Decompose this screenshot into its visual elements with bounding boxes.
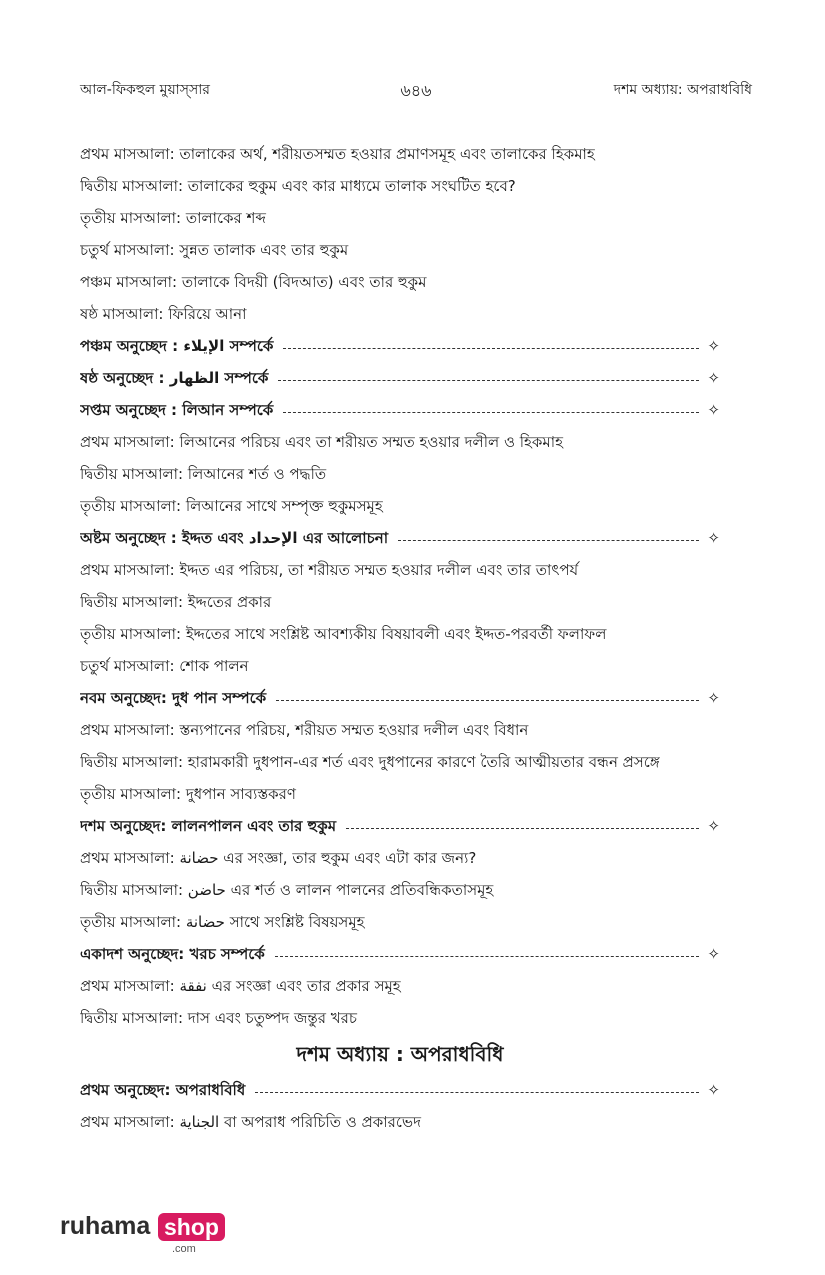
dotted-leader bbox=[276, 700, 699, 701]
toc-entry: তৃতীয় মাসআলা: ইদ্দতের সাথে সংশ্লিষ্ট আবশ্যকীয় বিষয়াবলী এবং ইদ্দত-পরবর্তী ফলাফল bbox=[80, 625, 607, 643]
page-number: ৬৪৬ bbox=[400, 81, 432, 100]
toc-section-heading bbox=[80, 394, 720, 426]
logo-text-shop: shop bbox=[158, 1213, 225, 1241]
dotted-leader bbox=[283, 348, 699, 349]
toc-section-heading bbox=[80, 810, 720, 842]
star-icon: ✧ bbox=[707, 529, 720, 547]
toc-entry: প্রথম মাসআলা: তালাকের অর্থ, শরীয়তসম্মত হওয়ার প্রমাণসমূহ এবং তালাকের হিকমাহ bbox=[80, 145, 595, 163]
heading-text: অষ্টম অনুচ্ছেদ : ইদ্দত এবং الإحداد এর আলোচনা bbox=[80, 529, 389, 547]
toc-section-heading bbox=[80, 522, 720, 554]
chapter-title: দশম অধ্যায় : অপরাধবিধি bbox=[296, 1042, 504, 1066]
toc-entry: চতুর্থ মাসআলা: সুন্নত তালাক এবং তার হুকুম bbox=[80, 241, 349, 259]
toc-section-heading bbox=[80, 330, 720, 362]
toc-entry: তৃতীয় মাসআলা: তালাকের শব্দ bbox=[80, 209, 266, 227]
toc-entry: ষষ্ঠ মাসআলা: ফিরিয়ে আনা bbox=[80, 305, 247, 323]
toc-entry: চতুর্থ মাসআলা: শোক পালন bbox=[80, 657, 249, 675]
dotted-leader bbox=[255, 1092, 699, 1093]
star-icon: ✧ bbox=[707, 1081, 720, 1099]
heading-text: পঞ্চম অনুচ্ছেদ : الإيلاء সম্পর্কে bbox=[80, 337, 274, 355]
table-of-contents bbox=[80, 138, 720, 1138]
heading-text: সপ্তম অনুচ্ছেদ : লিআন সম্পর্কে bbox=[80, 401, 274, 419]
toc-entry: দ্বিতীয় মাসআলা: হারামকারী দুধপান-এর শর্ত এবং দুধপানের কারণে তৈরি আত্মীয়তার বন্ধন প্রসঙ্গে bbox=[80, 753, 660, 771]
toc-section-heading bbox=[80, 362, 720, 394]
dotted-leader bbox=[283, 412, 699, 413]
toc-entry: প্রথম মাসআলা: লিআনের পরিচয় এবং তা শরীয়ত সম্মত হওয়ার দলীল ও হিকমাহ bbox=[80, 433, 563, 451]
book-title: আল-ফিকহুল মুয়াস্সার bbox=[80, 82, 211, 98]
heading-text: একাদশ অনুচ্ছেদ: খরচ সম্পর্কে bbox=[80, 945, 265, 963]
heading-text: নবম অনুচ্ছেদ: দুধ পান সম্পর্কে bbox=[80, 689, 267, 707]
toc-entry: প্রথম মাসআলা: স্তন্যপানের পরিচয়, শরীয়ত সম্মত হওয়ার দলীল এবং বিধান bbox=[80, 721, 529, 739]
logo-text-domain: .com bbox=[172, 1243, 196, 1255]
heading-text: প্রথম অনুচ্ছেদ: অপরাধবিধি bbox=[80, 1081, 246, 1099]
star-icon: ✧ bbox=[707, 817, 720, 835]
star-icon: ✧ bbox=[707, 689, 720, 707]
toc-entry: দ্বিতীয় মাসআলা: দাস এবং চতুষ্পদ জন্তুর খরচ bbox=[80, 1009, 357, 1027]
toc-entry: প্রথম মাসআলা: ইদ্দত এর পরিচয়, তা শরীয়ত সম্মত হওয়ার দলীল এবং তার তাৎপর্য bbox=[80, 561, 579, 579]
dotted-leader bbox=[275, 956, 700, 957]
star-icon: ✧ bbox=[707, 337, 720, 355]
toc-entry: দ্বিতীয় মাসআলা: ইদ্দতের প্রকার bbox=[80, 593, 272, 611]
toc-entry: প্রথম মাসআলা: الجناية বা অপরাধ পরিচিতি ও প্রকারভেদ bbox=[80, 1113, 421, 1131]
toc-entry: প্রথম মাসআলা: نفقة এর সংজ্ঞা এবং তার প্রকার সমূহ bbox=[80, 977, 401, 995]
dotted-leader bbox=[346, 828, 699, 829]
page-header bbox=[80, 78, 752, 100]
star-icon: ✧ bbox=[707, 945, 720, 963]
toc-section-heading bbox=[80, 682, 720, 714]
chapter-running-title: দশম অধ্যায়: অপরাধবিধি bbox=[613, 82, 752, 98]
ruhamashop-logo bbox=[60, 1212, 230, 1262]
toc-section-heading bbox=[80, 938, 720, 970]
toc-entry: তৃতীয় মাসআলা: লিআনের সাথে সম্পৃক্ত হুকুমসমূহ bbox=[80, 497, 383, 515]
dotted-leader bbox=[398, 540, 699, 541]
toc-entry: তৃতীয় মাসআলা: حضانة সাথে সংশ্লিষ্ট বিষয়সমূহ bbox=[80, 913, 365, 931]
star-icon: ✧ bbox=[707, 401, 720, 419]
toc-entry: পঞ্চম মাসআলা: তালাকে বিদয়ী (বিদআত) এবং তার হুকুম bbox=[80, 273, 427, 291]
toc-entry: দ্বিতীয় মাসআলা: حاضن এর শর্ত ও লালন পালনের প্রতিবন্ধিকতাসমূহ bbox=[80, 881, 494, 899]
toc-section-heading bbox=[80, 1074, 720, 1106]
logo-text-ruhama: ruhama bbox=[60, 1212, 151, 1240]
heading-text: ষষ্ঠ অনুচ্ছেদ : الظهار সম্পর্কে bbox=[80, 369, 269, 387]
toc-entry: দ্বিতীয় মাসআলা: লিআনের শর্ত ও পদ্ধতি bbox=[80, 465, 327, 483]
dotted-leader bbox=[278, 380, 699, 381]
star-icon: ✧ bbox=[707, 369, 720, 387]
toc-entry: প্রথম মাসআলা: حضانة এর সংজ্ঞা, তার হুকুম এবং এটা কার জন্য? bbox=[80, 849, 477, 867]
toc-entry: দ্বিতীয় মাসআলা: তালাকের হুকুম এবং কার মাধ্যমে তালাক সংঘটিত হবে? bbox=[80, 177, 516, 195]
heading-text: দশম অনুচ্ছেদ: লালনপালন এবং তার হুকুম bbox=[80, 817, 337, 835]
toc-entry: তৃতীয় মাসআলা: দুধপান সাব্যস্তকরণ bbox=[80, 785, 296, 803]
